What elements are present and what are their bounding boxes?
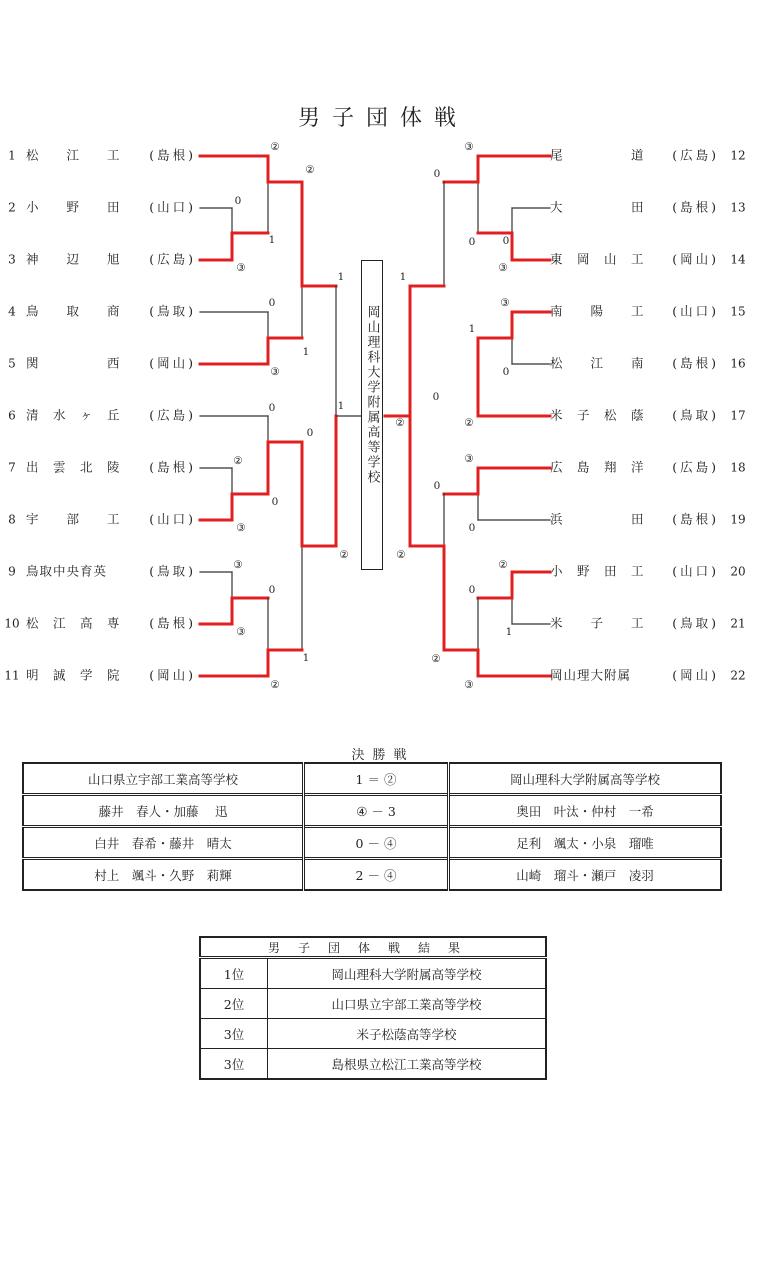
team-prefecture: (島根) bbox=[149, 615, 196, 631]
team-seed-number: 4 bbox=[8, 304, 16, 319]
team-prefecture: (山口) bbox=[672, 563, 719, 579]
match-score: 0 bbox=[502, 235, 510, 247]
team-prefecture: (鳥取) bbox=[149, 563, 196, 579]
match-score: ③ bbox=[236, 262, 246, 274]
match-score: ② bbox=[464, 417, 474, 429]
team-seed-number: 8 bbox=[8, 512, 16, 527]
page-title: 男子団体戦 bbox=[297, 106, 468, 131]
team-name: 神 辺 旭 bbox=[26, 251, 121, 267]
final-left: 村上 颯斗・久野 莉輝 bbox=[23, 859, 304, 891]
team-name: 清 水 ヶ 丘 bbox=[26, 407, 121, 423]
team-name: 宇 部 工 bbox=[26, 511, 121, 527]
final-row bbox=[23, 795, 721, 827]
team-name: 浜 田 bbox=[550, 511, 645, 527]
team-prefecture: (岡山) bbox=[149, 355, 196, 371]
team-seed-number: 21 bbox=[730, 616, 746, 631]
team-name: 出 雲 北 陵 bbox=[26, 459, 121, 475]
team-seed-number: 11 bbox=[4, 668, 20, 683]
match-score: ② bbox=[339, 549, 349, 561]
match-score: ② bbox=[305, 164, 315, 176]
team-prefecture: (広島) bbox=[149, 407, 196, 423]
final-right: 足利 颯太・小泉 瑠唯 bbox=[449, 827, 722, 859]
match-score: 1 bbox=[505, 626, 513, 638]
team-seed-number: 9 bbox=[8, 564, 16, 579]
final-score: 0 － ④ bbox=[304, 827, 449, 859]
results-table bbox=[199, 936, 547, 1080]
match-score: 0 bbox=[268, 402, 276, 414]
match-score: ② bbox=[270, 679, 280, 691]
match-score: 0 bbox=[306, 427, 314, 439]
team-seed-number: 10 bbox=[4, 616, 20, 631]
match-score: 0 bbox=[234, 195, 242, 207]
match-score: 0 bbox=[433, 480, 441, 492]
team-seed-number: 6 bbox=[8, 408, 16, 423]
team-name: 米 子 松 蔭 bbox=[550, 407, 645, 423]
team-name: 岡山理大附属 bbox=[550, 667, 632, 683]
match-score: 0 bbox=[433, 168, 441, 180]
final-match-table bbox=[22, 762, 722, 891]
team-prefecture: (山口) bbox=[149, 199, 196, 215]
team-name: 東 岡 山 工 bbox=[550, 251, 645, 267]
team-seed-number: 7 bbox=[8, 460, 16, 475]
match-score: ② bbox=[270, 141, 280, 153]
match-score: 0 bbox=[468, 522, 476, 534]
team-name: 広 島 翔 洋 bbox=[550, 459, 645, 475]
team-seed-number: 5 bbox=[8, 356, 16, 371]
match-score: ② bbox=[395, 417, 405, 429]
team-name: 米 子 工 bbox=[550, 615, 645, 631]
team-name: 松 江 工 bbox=[26, 147, 121, 163]
result-rank: 3位 bbox=[200, 1049, 268, 1080]
match-score: ③ bbox=[464, 453, 474, 465]
final-match-title: 決勝戦 bbox=[351, 748, 415, 763]
final-right: 山崎 瑠斗・瀬戸 凌羽 bbox=[449, 859, 722, 891]
result-row bbox=[200, 1019, 546, 1049]
match-score: ③ bbox=[464, 679, 474, 691]
match-score: ③ bbox=[270, 366, 280, 378]
match-score: 0 bbox=[268, 584, 276, 596]
match-score: 0 bbox=[502, 366, 510, 378]
match-score: ② bbox=[396, 549, 406, 561]
team-seed-number: 20 bbox=[730, 564, 746, 579]
team-prefecture: (鳥取) bbox=[672, 615, 719, 631]
result-school: 岡山理科大学附属高等学校 bbox=[268, 958, 547, 989]
team-seed-number: 18 bbox=[730, 460, 746, 475]
team-name: 明 誠 学 院 bbox=[26, 667, 121, 683]
final-left: 山口県立宇部工業高等学校 bbox=[23, 763, 304, 795]
match-score: ③ bbox=[464, 141, 474, 153]
team-prefecture: (岡山) bbox=[672, 667, 719, 683]
final-score: 2 － ④ bbox=[304, 859, 449, 891]
team-seed-number: 14 bbox=[730, 252, 746, 267]
team-prefecture: (岡山) bbox=[672, 251, 719, 267]
champion-name: 岡山理科大学附属高等学校 bbox=[364, 305, 380, 485]
match-score: ③ bbox=[236, 522, 246, 534]
result-school: 米子松蔭高等学校 bbox=[268, 1019, 547, 1049]
match-score: ③ bbox=[498, 262, 508, 274]
match-score: 1 bbox=[399, 271, 407, 283]
match-score: 1 bbox=[337, 400, 345, 412]
match-score: 0 bbox=[468, 584, 476, 596]
team-name: 松 江 南 bbox=[550, 355, 645, 371]
match-score: ② bbox=[498, 559, 508, 571]
team-seed-number: 19 bbox=[730, 512, 746, 527]
match-score: 0 bbox=[468, 236, 476, 248]
team-seed-number: 2 bbox=[8, 200, 16, 215]
final-row bbox=[23, 827, 721, 859]
match-score: 1 bbox=[468, 323, 476, 335]
team-seed-number: 15 bbox=[730, 304, 746, 319]
team-seed-number: 1 bbox=[8, 148, 16, 163]
team-seed-number: 12 bbox=[730, 148, 746, 163]
final-right: 岡山理科大学附属高等学校 bbox=[449, 763, 722, 795]
team-name: 大 田 bbox=[550, 199, 645, 215]
team-prefecture: (広島) bbox=[672, 147, 719, 163]
final-left: 藤井 春人・加藤 迅 bbox=[23, 795, 304, 827]
result-row bbox=[200, 989, 546, 1019]
team-prefecture: (岡山) bbox=[149, 667, 196, 683]
final-score: 1 ＝ ② bbox=[304, 763, 449, 795]
team-prefecture: (鳥取) bbox=[149, 303, 196, 319]
team-seed-number: 13 bbox=[730, 200, 746, 215]
results-header-row bbox=[200, 937, 546, 958]
team-prefecture: (島根) bbox=[672, 199, 719, 215]
team-prefecture: (島根) bbox=[149, 147, 196, 163]
team-prefecture: (鳥取) bbox=[672, 407, 719, 423]
match-score: 0 bbox=[432, 391, 440, 403]
match-score: 1 bbox=[268, 234, 276, 246]
team-name: 南 陽 工 bbox=[550, 303, 645, 319]
result-rank: 1位 bbox=[200, 958, 268, 989]
match-score: ③ bbox=[236, 626, 246, 638]
match-score: 0 bbox=[271, 496, 279, 508]
team-name: 鳥取中央育英 bbox=[26, 563, 108, 579]
final-left: 白井 春希・藤井 晴太 bbox=[23, 827, 304, 859]
match-score: ③ bbox=[233, 559, 243, 571]
team-prefecture: (山口) bbox=[672, 303, 719, 319]
team-prefecture: (広島) bbox=[672, 459, 719, 475]
team-prefecture: (山口) bbox=[149, 511, 196, 527]
result-rank: 2位 bbox=[200, 989, 268, 1019]
final-row bbox=[23, 763, 721, 795]
final-score: ④ － 3 bbox=[304, 795, 449, 827]
result-row bbox=[200, 1049, 546, 1080]
team-name: 松 江 高 専 bbox=[26, 615, 121, 631]
match-score: ② bbox=[431, 653, 441, 665]
match-score: 1 bbox=[302, 346, 310, 358]
team-seed-number: 22 bbox=[730, 668, 746, 683]
team-seed-number: 16 bbox=[730, 356, 746, 371]
result-school: 山口県立宇部工業高等学校 bbox=[268, 989, 547, 1019]
team-name: 小 野 田 bbox=[26, 199, 121, 215]
team-name: 関 西 bbox=[26, 355, 121, 371]
team-seed-number: 3 bbox=[8, 252, 16, 267]
team-name: 小 野 田 工 bbox=[550, 563, 645, 579]
team-name: 尾 道 bbox=[550, 147, 645, 163]
match-score: ③ bbox=[500, 297, 510, 309]
match-score: 1 bbox=[337, 271, 345, 283]
team-prefecture: (島根) bbox=[672, 355, 719, 371]
result-rank: 3位 bbox=[200, 1019, 268, 1049]
champion-box bbox=[361, 260, 383, 570]
results-title: 男子団体戦結果 bbox=[200, 937, 546, 958]
final-row bbox=[23, 859, 721, 891]
team-prefecture: (広島) bbox=[149, 251, 196, 267]
match-score: 0 bbox=[268, 297, 276, 309]
final-right: 奥田 叶汰・仲村 一希 bbox=[449, 795, 722, 827]
result-school: 島根県立松江工業高等学校 bbox=[268, 1049, 547, 1080]
team-name: 鳥 取 商 bbox=[26, 303, 121, 319]
match-score: ② bbox=[233, 455, 243, 467]
match-score: 1 bbox=[302, 652, 310, 664]
team-prefecture: (島根) bbox=[672, 511, 719, 527]
result-row bbox=[200, 958, 546, 989]
team-seed-number: 17 bbox=[730, 408, 746, 423]
team-prefecture: (島根) bbox=[149, 459, 196, 475]
